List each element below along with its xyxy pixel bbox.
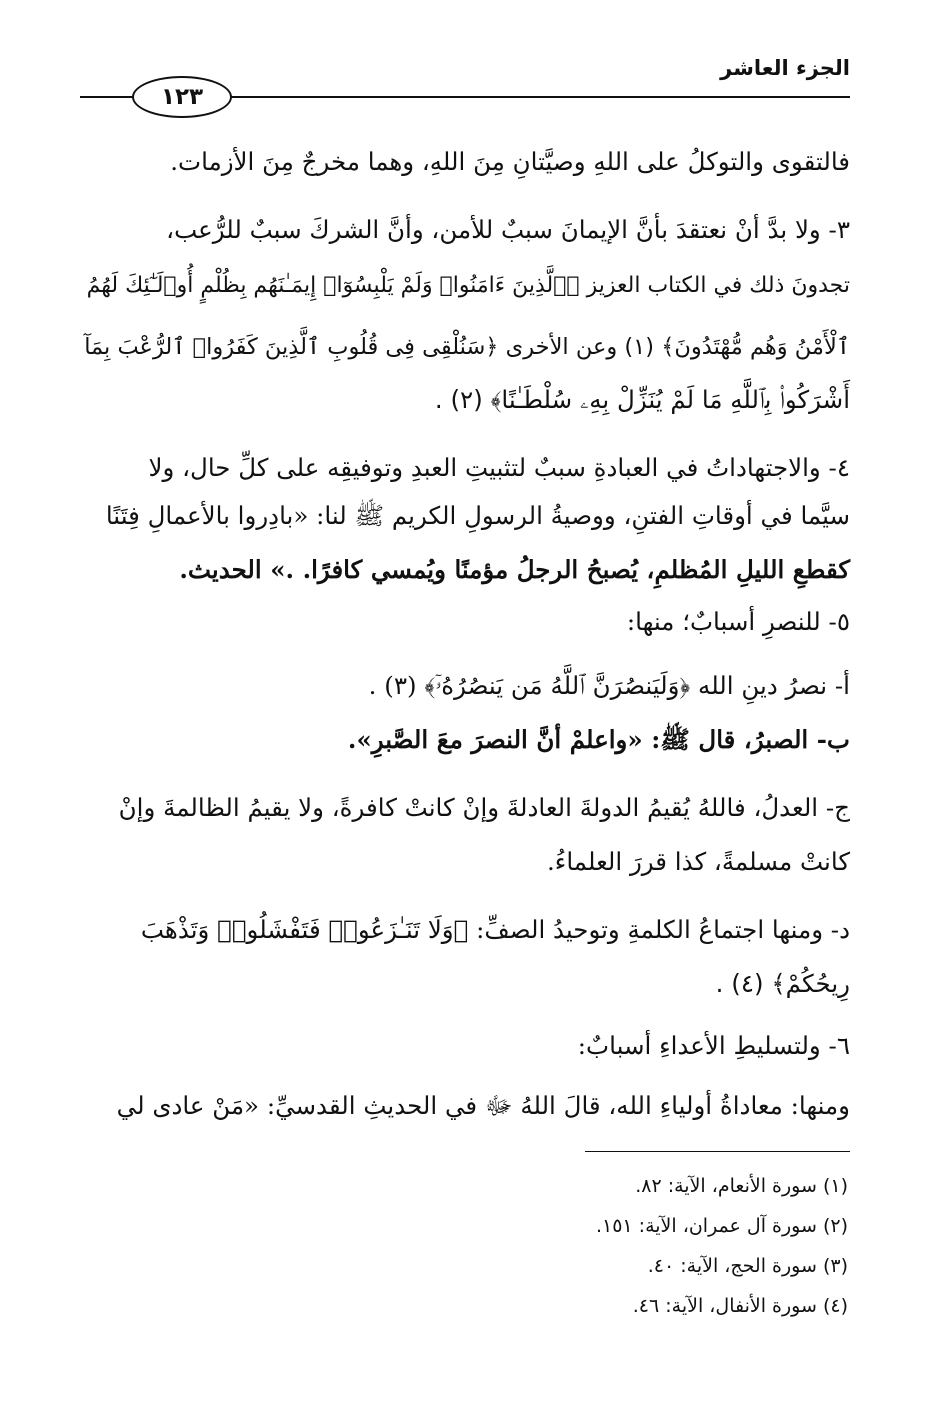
body-line-text: ٦- ولتسليطِ الأعداءِ أسبابٌ: [577,1030,850,1060]
body-line-text: ٱلْأَمْنُ وَهُم مُّهْتَدُونَ﴾ (١) وعن الأخرى ﴿سَنُلْقِى فِى قُلُوبِ ٱلَّذِينَ كَفَرُوا۟ ٱلرُّعْبَ بِمَآ [84,334,850,360]
body-line-13 [80,828,850,894]
body-line-text: رِيحُكُمْ﴾ (٤) . [715,968,850,998]
body-line-text: فالتقوى والتوكلُ على اللهِ وصيَّتانِ مِنَ اللهِ، وهما مخرجٌ مِنَ الأزمات. [170,146,850,176]
body-line-text: ب- الصبرُ، قال ﷺ: «واعلمْ أنَّ النصرَ معَ الصَّبرِ». [347,725,850,754]
body-line-17 [80,1076,850,1142]
body-line-10 [80,652,850,718]
body-line-text: ومنها: معاداةُ أولياءِ الله، قالَ اللهُ ﷻ في الحديثِ القدسيِّ: «مَنْ عادى لي [116,1091,850,1120]
body-line-15 [80,950,850,1016]
page-number-badge [132,76,232,118]
body-line-3 [80,252,850,318]
body-line-text: ٤- والاجتهاداتُ في العبادةِ سببٌ لتثبيتِ العبدِ وتوفيقِه على كلِّ حال، ولا [148,452,850,482]
body-line-text: أَشْرَكُوا۟ بِٱللَّهِ مَا لَمْ يُنَزِّلْ بِهِۦ سُلْطَـٰنًا﴾ (٢) . [434,384,850,414]
body-line-11 [80,710,850,776]
body-line-9 [80,588,850,654]
body-line-5 [80,366,850,432]
footnote-1: (١) سورة الأنعام، الآية: ٨٢. [635,1175,848,1197]
body-line-text: د- ومنها اجتماعُ الكلمةِ وتوحيدُ الصفِّ: ﴿وَلَا تَنَـٰزَعُوا۟ فَتَفْشَلُوا۟ وَتَذْهَبَ [140,914,850,944]
footnote-2: (٢) سورة آل عمران، الآية: ١٥١. [595,1215,848,1237]
footnote-rule [585,1151,850,1152]
body-line-text: تجدونَ ذلك في الكتاب العزيز ﴿ٱلَّذِينَ ءَامَنُوا۟ وَلَمْ يَلْبِسُوٓا۟ إِيمَـٰنَهُم بِظُلْمٍ أُو۟لَـٰٓئِكَ لَهُمُ [86,272,850,298]
body-line-text: سيَّما في أوقاتِ الفتنِ، ووصيةُ الرسولِ الكريم ﷺ لنا: «بادِروا بالأعمالِ فِتَنًا [105,501,850,530]
running-head: الجزء العاشر [720,56,850,80]
footnote-3: (٣) سورة الحج، الآية: ٤٠. [647,1255,848,1277]
footnote-4: (٤) سورة الأنفال، الآية: ٤٦. [632,1295,848,1317]
body-line-text: ج- العدلُ، فاللهُ يُقيمُ الدولةَ العادلةَ وإنْ كانتْ كافرةً، ولا يقيمُ الظالمةَ وإنْ [118,792,850,822]
body-line-text: كانتْ مسلمةً، كذا قررَ العلماءُ. [547,846,850,876]
page-number: ١٢٣ [160,84,204,110]
body-line-text: أ- نصرُ دينِ الله ﴿وَلَيَنصُرَنَّ ٱللَّهُ مَن يَنصُرُهُۥٓ﴾ (٣) . [368,670,850,700]
body-line-1 [80,128,850,194]
body-line-text: ٥- للنصرِ أسبابٌ؛ منها: [626,606,850,636]
body-line-16 [80,1012,850,1078]
body-line-text: ٣- ولا بدَّ أنْ نعتقدَ بأنَّ الإيمانَ سببٌ للأمن، وأنَّ الشركَ سببٌ للرُّعب، [166,214,850,244]
body-line-text: كقطعِ الليلِ المُظلمِ، يُصبحُ الرجلُ مؤمنًا ويُمسي كافرًا. .» الحديث. [179,554,850,584]
